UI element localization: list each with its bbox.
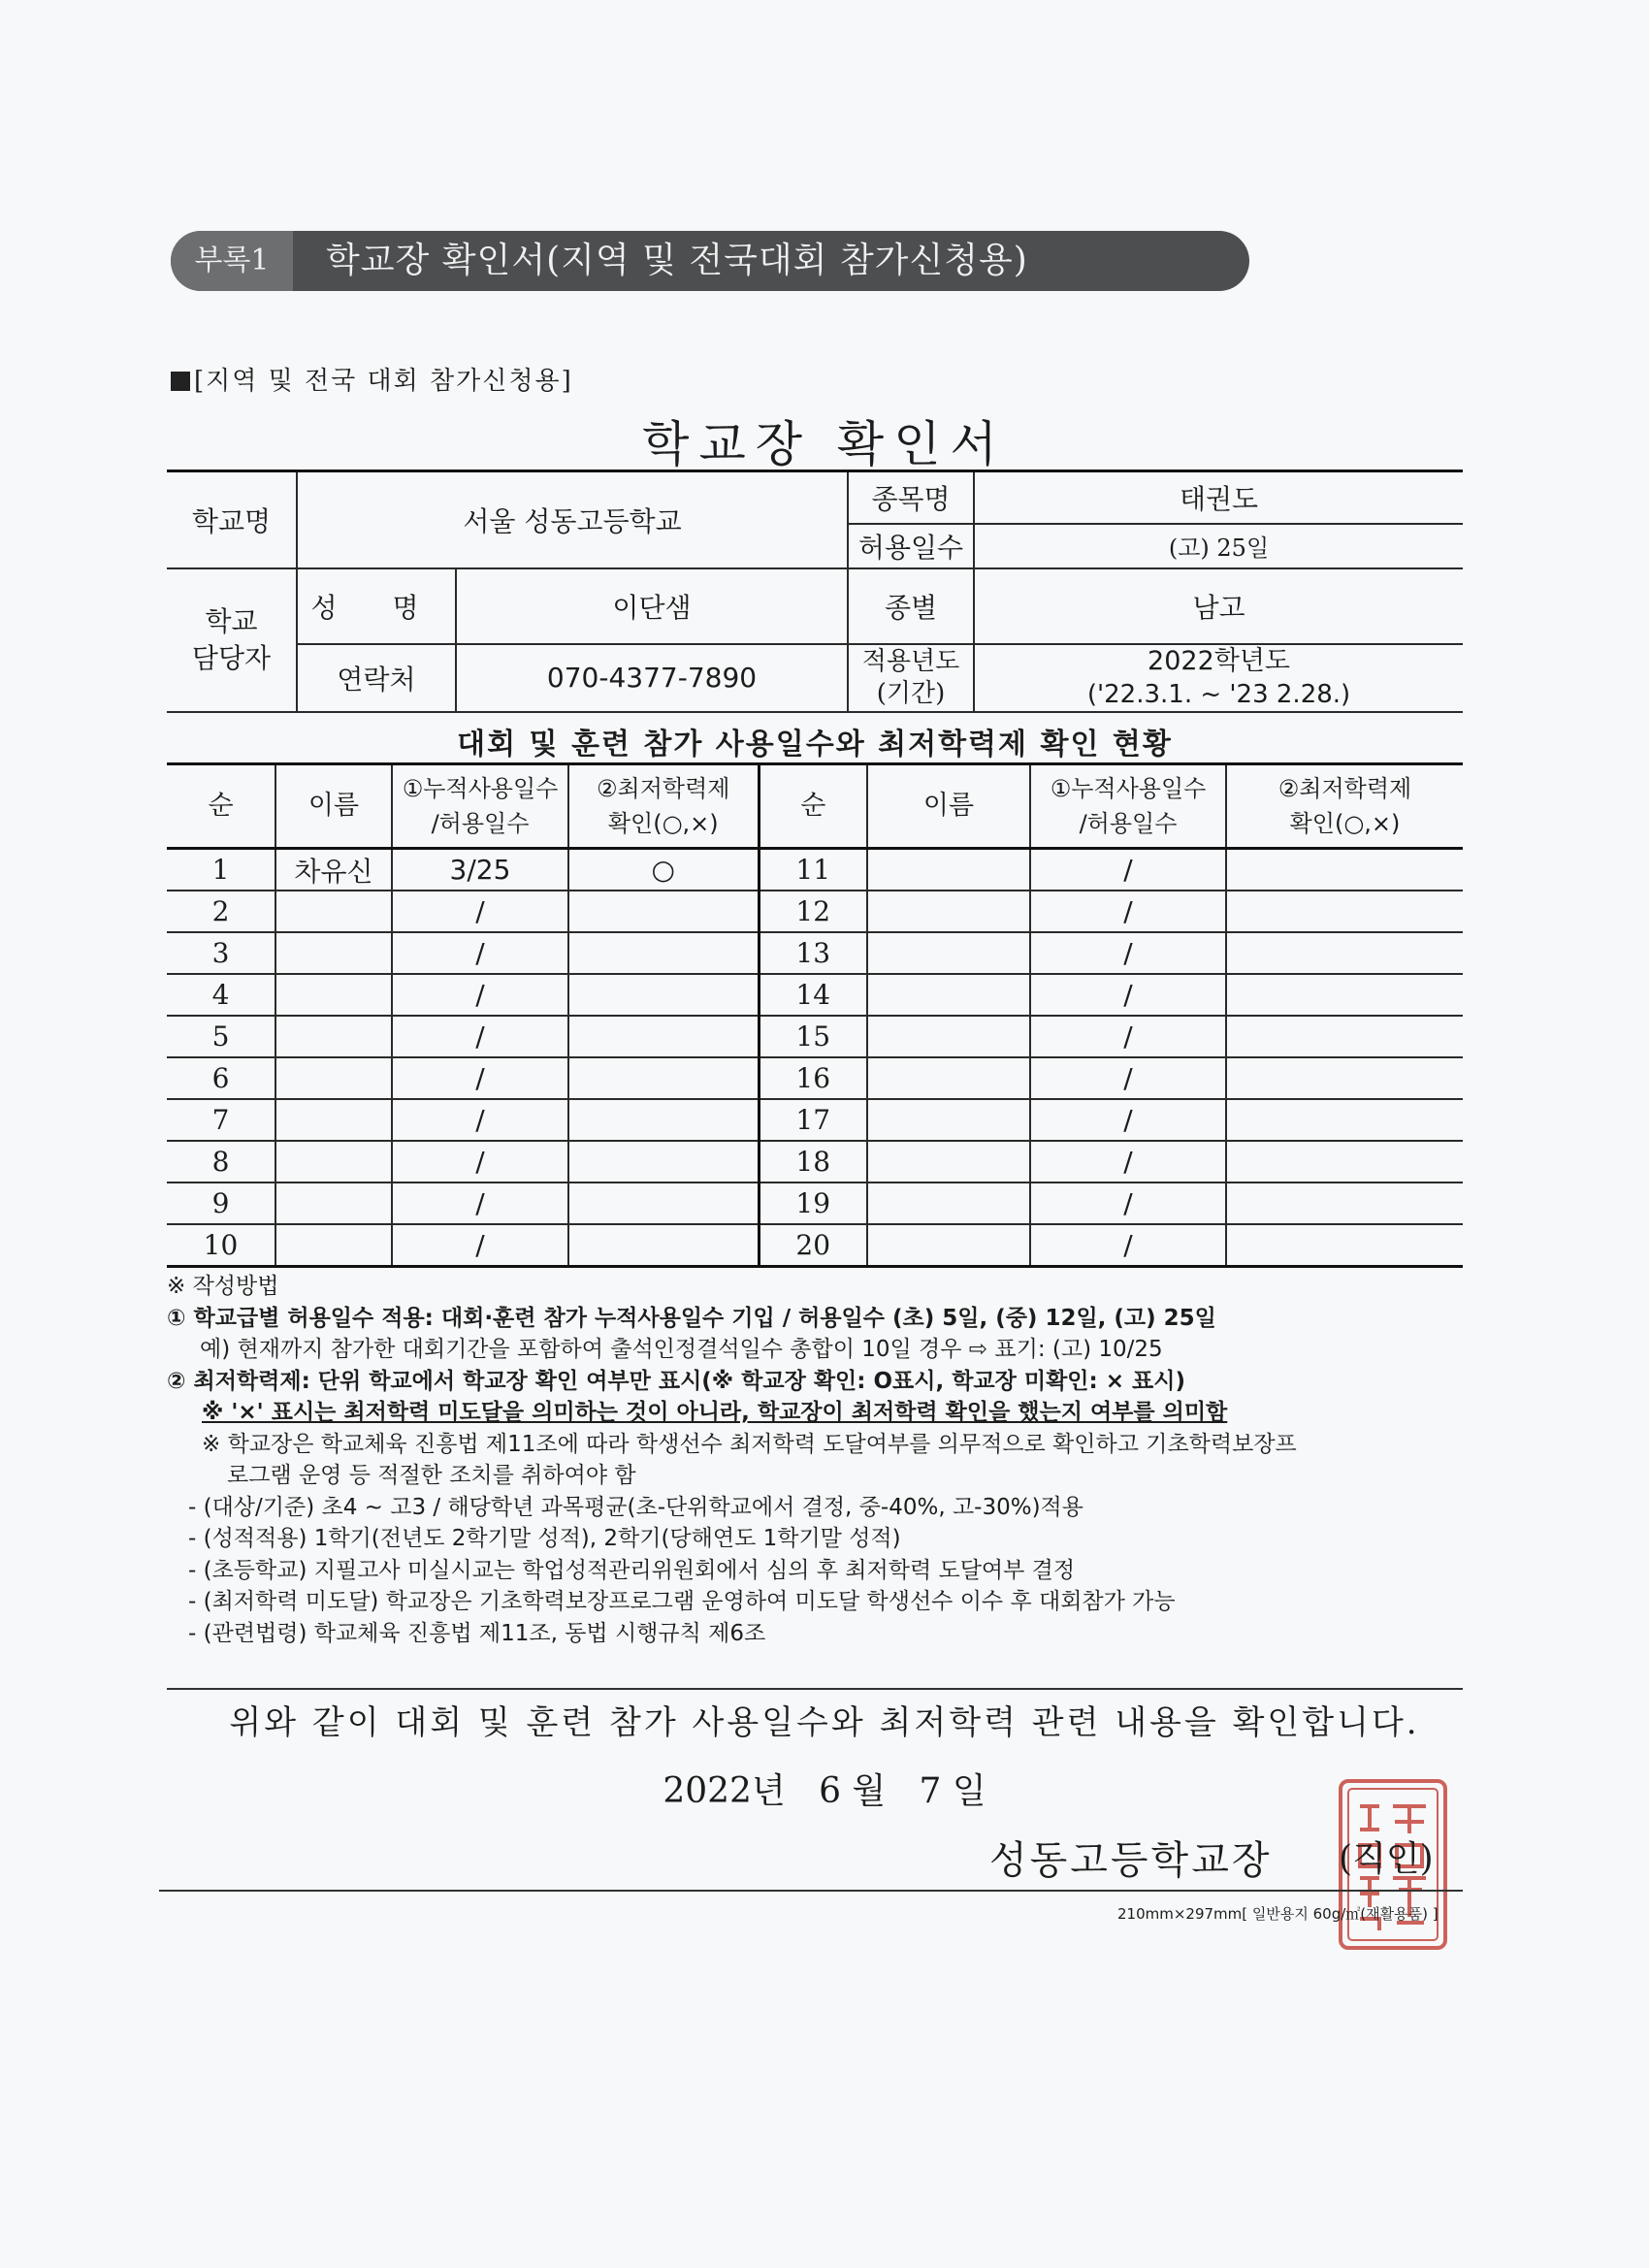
table-row <box>167 1099 1463 1141</box>
banner-tag: 부록1 <box>171 231 293 291</box>
divider-bottom <box>159 1890 1463 1892</box>
table-row <box>167 1183 1463 1224</box>
row-days: / <box>392 1141 568 1183</box>
detail-5: - (관련법령) 학교체육 진흥법 제11조, 동법 시행규칙 제6조 <box>188 1620 766 1646</box>
status-header-row <box>167 764 1463 849</box>
row-days-2: / <box>1030 849 1226 891</box>
detail-4: - (최저학력 미도달) 학교장은 기초학력보장프로그램 운영하여 미도달 학생선수 이수 후 대회참가 가능 <box>188 1589 1176 1614</box>
table-row <box>167 849 1463 891</box>
section-label <box>171 361 573 397</box>
row-no: 3 <box>167 932 275 974</box>
principal-title: 성동고등학교장 <box>989 1838 1273 1883</box>
row-check-2 <box>1226 891 1463 932</box>
row-check <box>568 974 759 1016</box>
table-row <box>167 1057 1463 1099</box>
row-name <box>275 891 392 932</box>
manager-label: 학교 담당자 <box>167 568 297 712</box>
row-no: 7 <box>167 1099 275 1141</box>
writing-instructions <box>167 1271 1486 1649</box>
event-value: 태권도 <box>974 471 1463 524</box>
document-title: 학교장 확인서 <box>642 416 1007 472</box>
row-name-2 <box>867 974 1030 1016</box>
table-row <box>167 1224 1463 1267</box>
name-label: 성 명 <box>297 568 456 644</box>
status-table <box>167 762 1463 1268</box>
row-no: 2 <box>167 891 275 932</box>
school-value: 서울 성동고등학교 <box>297 471 848 568</box>
row-no: 4 <box>167 974 275 1016</box>
info-table <box>167 470 1463 713</box>
paper-spec: 210mm×297mm[ 일반용지 60g/㎡(재활용품) ] <box>1117 1905 1439 1923</box>
year-value-cell <box>974 644 1463 712</box>
row-check-2 <box>1226 1141 1463 1183</box>
row-check-2 <box>1226 1016 1463 1057</box>
row-no: 5 <box>167 1016 275 1057</box>
row-days: 3/25 <box>392 849 568 891</box>
event-label: 종목명 <box>848 471 974 524</box>
row-days-2: / <box>1030 1183 1226 1224</box>
row-check-2 <box>1226 849 1463 891</box>
header-check-2: ②최저학력제 확인(○,×) <box>1226 764 1463 849</box>
seal-mark: (직인) <box>1339 1839 1434 1879</box>
header-days: ①누적사용일수 /허용일수 <box>392 764 568 849</box>
year-value: 2022학년도 <box>1148 645 1290 676</box>
row-no: 6 <box>167 1057 275 1099</box>
row-check-2 <box>1226 932 1463 974</box>
row-check: ○ <box>568 849 759 891</box>
note-2-b1: ※ 학교장은 학교체육 진흥법 제11조에 따라 학생선수 최저학력 도달여부를 의무적으로 확인하고 기초학력보장프 <box>202 1431 1297 1457</box>
square-bullet-icon <box>171 372 190 391</box>
contact-label: 연락처 <box>297 644 456 712</box>
row-days-2: / <box>1030 1057 1226 1099</box>
detail-3: - (초등학교) 지필고사 미실시교는 학업성적관리위원회에서 심의 후 최저학력 도달여부 결정 <box>188 1557 1076 1583</box>
row-days-2: / <box>1030 1099 1226 1141</box>
category-label: 종별 <box>848 568 974 644</box>
row-days: / <box>392 1224 568 1267</box>
detail-2: - (성적적용) 1학기(전년도 2학기말 성적), 2학기(당해연도 1학기말 성적) <box>188 1526 901 1551</box>
row-days: / <box>392 891 568 932</box>
row-no: 10 <box>167 1224 275 1267</box>
table-row <box>167 974 1463 1016</box>
row-check-2 <box>1226 1183 1463 1224</box>
note-1-example: 예) 현재까지 참가한 대회기간을 포함하여 출석인정결석일수 총합이 10일 경우 ⇨ 표기: (고) 10/25 <box>200 1337 1163 1362</box>
note-1: ① 학교급별 허용일수 적용: 대회·훈련 참가 누적사용일수 기입 / 허용일수 (초) 5일, (중) 12일, (고) 25일 <box>167 1305 1216 1331</box>
row-name-2 <box>867 1057 1030 1099</box>
row-name-2 <box>867 932 1030 974</box>
row-name <box>275 1016 392 1057</box>
row-days: / <box>392 932 568 974</box>
row-check-2 <box>1226 974 1463 1016</box>
status-title: 대회 및 훈련 참가 사용일수와 최저학력제 확인 현황 <box>457 728 1173 761</box>
row-check <box>568 1224 759 1267</box>
row-name <box>275 1057 392 1099</box>
row-no: 8 <box>167 1141 275 1183</box>
header-days-2: ①누적사용일수 /허용일수 <box>1030 764 1226 849</box>
table-row <box>167 891 1463 932</box>
row-no-2: 13 <box>759 932 867 974</box>
banner-title: 학교장 확인서(지역 및 전국대회 참가신청용) <box>326 241 1028 280</box>
table-row <box>167 932 1463 974</box>
row-no-2: 17 <box>759 1099 867 1141</box>
row-name-2 <box>867 1141 1030 1183</box>
row-name-2 <box>867 891 1030 932</box>
row-no: 9 <box>167 1183 275 1224</box>
note-2: ② 최저학력제: 단위 학교에서 학교장 확인 여부만 표시(※ 학교장 확인: O표시, 학교장 미확인: × 표시) <box>167 1368 1185 1394</box>
row-name-2 <box>867 1099 1030 1141</box>
row-days-2: / <box>1030 1224 1226 1267</box>
row-no-2: 16 <box>759 1057 867 1099</box>
row-check <box>568 932 759 974</box>
row-check <box>568 1099 759 1141</box>
row-check <box>568 1016 759 1057</box>
section-label-text: [지역 및 전국 대회 참가신청용] <box>194 367 573 396</box>
row-days-2: / <box>1030 1141 1226 1183</box>
header-no-2: 순 <box>759 764 867 849</box>
header-name: 이름 <box>275 764 392 849</box>
row-no-2: 11 <box>759 849 867 891</box>
row-days-2: / <box>1030 891 1226 932</box>
allowed-days-value: (고) 25일 <box>974 524 1463 568</box>
row-no-2: 20 <box>759 1224 867 1267</box>
contact-value: 070-4377-7890 <box>456 644 848 712</box>
notes-heading: ※ 작성방법 <box>167 1274 279 1299</box>
row-check <box>568 1057 759 1099</box>
row-name <box>275 1141 392 1183</box>
row-name <box>275 1183 392 1224</box>
header-name-2: 이름 <box>867 764 1030 849</box>
date-month: 6 월 <box>819 1771 887 1811</box>
row-name <box>275 1099 392 1141</box>
row-no: 1 <box>167 849 275 891</box>
note-2-b2: 로그램 운영 등 적절한 조치를 취하여야 함 <box>227 1463 636 1488</box>
row-name-2 <box>867 849 1030 891</box>
row-check <box>568 1141 759 1183</box>
row-days: / <box>392 974 568 1016</box>
row-check-2 <box>1226 1099 1463 1141</box>
row-days: / <box>392 1057 568 1099</box>
row-days: / <box>392 1016 568 1057</box>
header-banner <box>171 231 1249 291</box>
allowed-days-label: 허용일수 <box>848 524 974 568</box>
date-day: 7 일 <box>919 1771 986 1811</box>
row-no-2: 12 <box>759 891 867 932</box>
divider-top <box>167 1688 1463 1690</box>
note-2-a: ※ '×' 표시는 최저학력 미도달을 의미하는 것이 아니라, 학교장이 최저학력 확인을 했는지 여부를 의미함 <box>202 1400 1228 1425</box>
table-row <box>167 1016 1463 1057</box>
row-check-2 <box>1226 1224 1463 1267</box>
school-label: 학교명 <box>167 471 297 568</box>
row-days: / <box>392 1099 568 1141</box>
table-row <box>167 1141 1463 1183</box>
detail-1: - (대상/기준) 초4 ~ 고3 / 해당학년 과목평균(초-단위학교에서 결정, 중-40%, 고-30%)적용 <box>188 1494 1083 1520</box>
row-no-2: 19 <box>759 1183 867 1224</box>
row-days-2: / <box>1030 1016 1226 1057</box>
header-no: 순 <box>167 764 275 849</box>
row-check <box>568 1183 759 1224</box>
row-name <box>275 932 392 974</box>
row-no-2: 14 <box>759 974 867 1016</box>
row-name-2 <box>867 1183 1030 1224</box>
confirmation-statement: 위와 같이 대회 및 훈련 참가 사용일수와 최저학력 관련 내용을 확인합니다. <box>229 1703 1420 1742</box>
row-no-2: 18 <box>759 1141 867 1183</box>
row-check-2 <box>1226 1057 1463 1099</box>
row-days-2: / <box>1030 932 1226 974</box>
row-name-2 <box>867 1016 1030 1057</box>
row-name-2 <box>867 1224 1030 1267</box>
row-no-2: 15 <box>759 1016 867 1057</box>
row-days: / <box>392 1183 568 1224</box>
year-period: ('22.3.1. ~ '23 2.28.) <box>1086 679 1351 709</box>
row-name: 차유신 <box>275 849 392 891</box>
row-name <box>275 1224 392 1267</box>
row-name <box>275 974 392 1016</box>
category-value: 남고 <box>974 568 1463 644</box>
date-year: 2022년 <box>663 1771 786 1811</box>
year-label: 적용년도 (기간) <box>848 644 974 712</box>
header-check: ②최저학력제 확인(○,×) <box>568 764 759 849</box>
name-value: 이단샘 <box>456 568 848 644</box>
row-check <box>568 891 759 932</box>
row-days-2: / <box>1030 974 1226 1016</box>
